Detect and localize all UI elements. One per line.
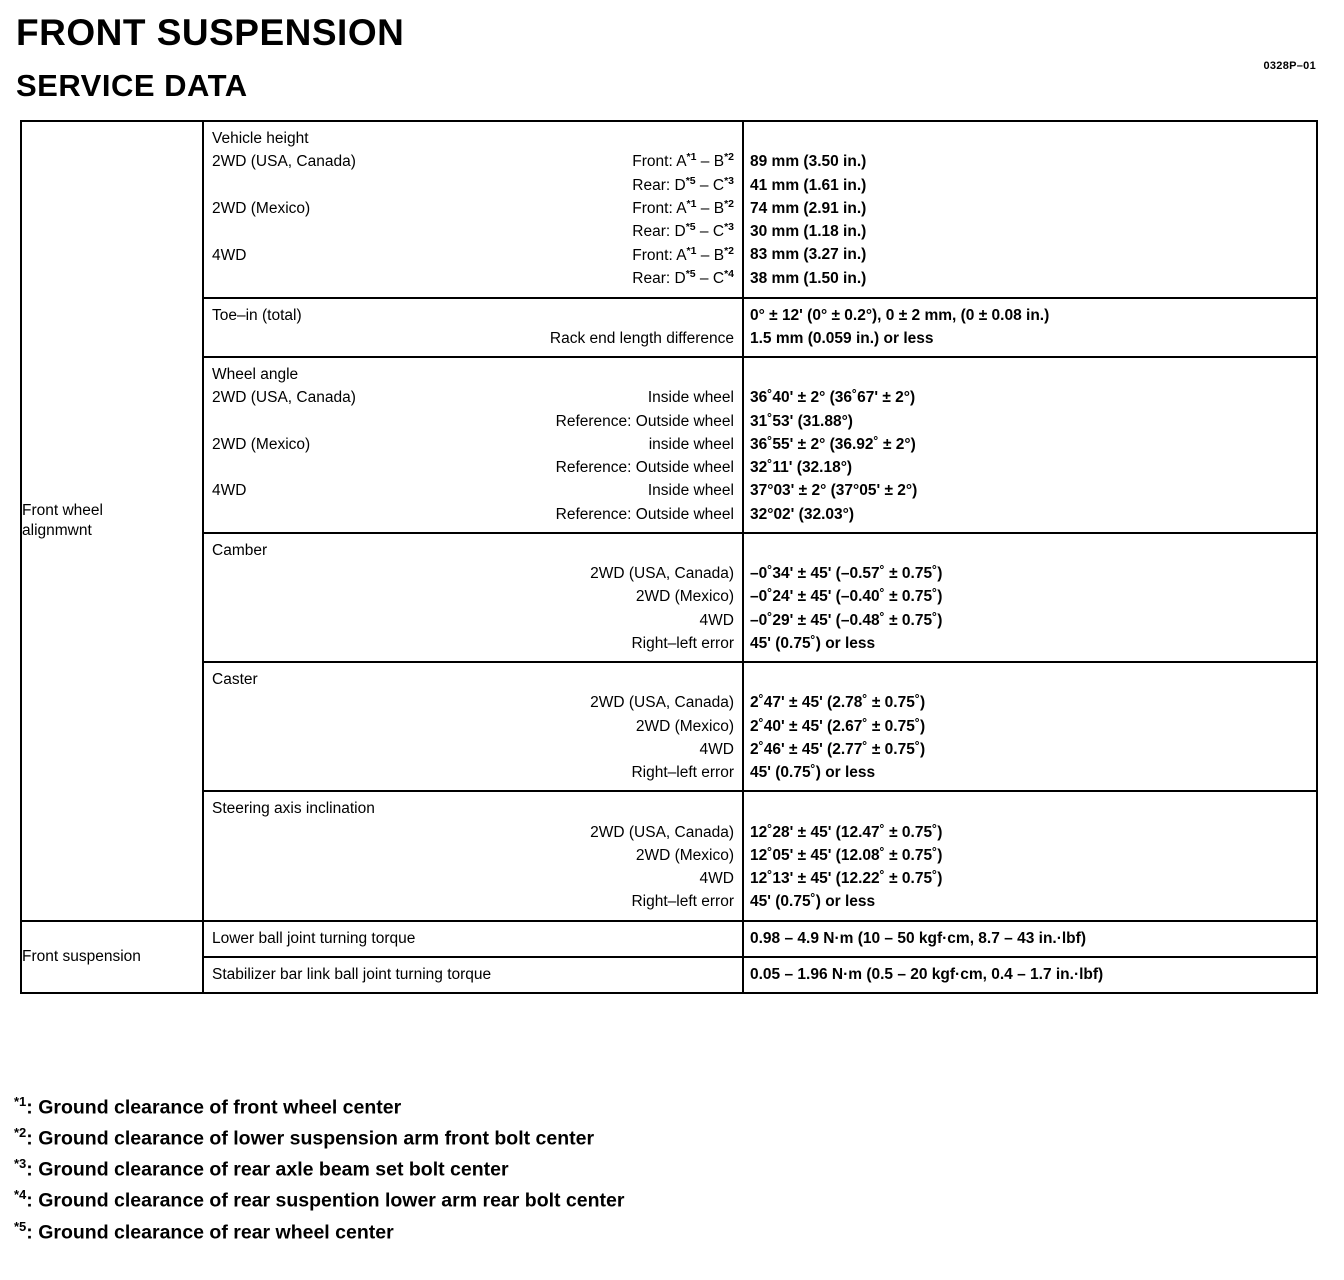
- section-steering-axis-values: [743, 791, 1317, 920]
- value-cell: 0.05 – 1.96 N·m (0.5 – 20 kgf·cm, 0.4 – 1.7 in.·lbf): [750, 965, 1104, 983]
- suspension-row-value: [743, 957, 1317, 993]
- table-row: [21, 533, 1317, 662]
- category-label-suspension: Front suspension: [22, 948, 141, 966]
- row-label: [212, 479, 734, 502]
- table-row: [21, 921, 1317, 957]
- section-heading: Caster: [212, 671, 258, 689]
- row-label: [212, 327, 734, 350]
- row-label: [212, 609, 734, 632]
- value-cell: –0˚24' ± 45' (–0.40˚ ± 0.75˚): [750, 588, 943, 606]
- row-label: [212, 761, 734, 784]
- section-heading: Vehicle height: [212, 130, 309, 147]
- category-front-wheel-alignment: [21, 121, 203, 921]
- table-row: [21, 662, 1317, 791]
- row-right-label: Rack end length difference: [549, 329, 734, 347]
- table-row: [21, 957, 1317, 993]
- row-left-label: Stabilizer bar link ball joint turning torque: [212, 965, 492, 983]
- row-right-label: Right–left error: [631, 893, 734, 911]
- footnote-marker: *1: [14, 1094, 27, 1109]
- row-label: [212, 150, 734, 173]
- row-right-label: 2WD (Mexico): [635, 588, 734, 606]
- row-right-label: 4WD: [699, 870, 734, 888]
- row-right-label: Inside wheel: [647, 389, 734, 407]
- row-right-label: 2WD (USA, Canada): [590, 823, 734, 841]
- value-cell: 36˚55' ± 2° (36.92˚ ± 2°): [750, 435, 916, 453]
- footnote-text: : Ground clearance of rear wheel center: [26, 1221, 394, 1243]
- section-heading: Steering axis inclination: [212, 800, 375, 818]
- row-label: [212, 197, 734, 220]
- row-label: [212, 386, 734, 409]
- footnote-marker: *4: [14, 1187, 27, 1203]
- value-cell: 89 mm (3.50 in.): [750, 153, 867, 171]
- value-spacer: [744, 797, 1308, 820]
- value-cell: 74 mm (2.91 in.): [750, 199, 867, 217]
- footnote-marker: *3: [14, 1156, 27, 1172]
- section-vehicle-height-labels: [203, 121, 743, 298]
- row-right-label: Front: A$^{*1}$ – B$^{*2}$: [632, 198, 734, 218]
- value-cell: 37°03' ± 2° (37°05' ± 2°): [750, 482, 918, 500]
- value-cell: 32˚11' (32.18°): [750, 459, 853, 477]
- footnotes: [14, 1092, 1334, 1248]
- section-caster-labels: [203, 662, 743, 791]
- row-label: [212, 562, 734, 585]
- row-right-label: Right–left error: [631, 764, 734, 782]
- footnote-text: : Ground clearance of rear suspention lower arm rear bolt center: [26, 1189, 625, 1212]
- value-cell: 0.98 – 4.9 N·m (10 – 50 kgf·cm, 8.7 – 43 in.·lbf): [750, 929, 1086, 947]
- value-cell: 31˚53' (31.88°): [750, 412, 853, 430]
- category-label-alignment: Front wheel alignmwnt: [22, 502, 103, 539]
- value-cell: 36˚40' ± 2° (36˚67' ± 2°): [750, 389, 916, 407]
- footnote-1: [14, 1092, 1334, 1123]
- row-right-label: 2WD (Mexico): [635, 846, 734, 864]
- row-right-label: Front: A$^{*1}$ – B$^{*2}$: [632, 151, 734, 171]
- row-label: [212, 867, 734, 890]
- row-left-label: 4WD: [212, 247, 247, 265]
- row-left-label: 2WD (USA, Canada): [212, 389, 356, 407]
- row-right-label: Rear: D$^{*5}$ – C$^{*3}$: [632, 174, 734, 194]
- row-label: [212, 585, 734, 608]
- row-right-label: Reference: Outside wheel: [555, 412, 734, 430]
- row-right-label: 2WD (USA, Canada): [590, 694, 734, 712]
- section-toe-in-labels: [203, 298, 743, 358]
- footnote-text: : Ground clearance of front wheel center: [26, 1096, 402, 1119]
- row-label: [212, 220, 734, 243]
- row-right-label: Inside wheel: [647, 482, 734, 500]
- table-row: [21, 791, 1317, 920]
- footnote-marker: *5: [14, 1218, 27, 1234]
- table-row: [21, 357, 1317, 533]
- section-vehicle-height-values: [743, 121, 1317, 298]
- footnote-5: [14, 1217, 1334, 1248]
- row-right-label: Right–left error: [631, 634, 734, 652]
- document-code: 0328P–01: [1263, 60, 1316, 72]
- section-heading: Camber: [212, 541, 268, 559]
- row-right-label: Reference: Outside wheel: [555, 459, 734, 477]
- service-data-table: [20, 120, 1318, 994]
- section-camber-labels: [203, 533, 743, 662]
- row-label: [212, 410, 734, 433]
- row-label: [212, 456, 734, 479]
- value-spacer: [744, 127, 1308, 150]
- row-left-label: Lower ball joint turning torque: [212, 929, 416, 947]
- section-wheel-angle-labels: [203, 357, 743, 533]
- value-cell: 32°02' (32.03°): [750, 505, 854, 523]
- row-right-label: 4WD: [699, 611, 734, 629]
- row-label: [212, 433, 734, 456]
- footnote-2: [14, 1123, 1334, 1154]
- value-cell: –0˚34' ± 45' (–0.57˚ ± 0.75˚): [750, 565, 943, 583]
- footnote-marker: *2: [14, 1125, 27, 1141]
- footnote-text: : Ground clearance of rear axle beam set bolt center: [26, 1158, 509, 1181]
- row-right-label: Reference: Outside wheel: [555, 505, 734, 523]
- row-right-label: inside wheel: [648, 435, 734, 453]
- footnote-3: [14, 1154, 1334, 1185]
- row-label: [212, 715, 734, 738]
- section-toe-in-values: [743, 298, 1317, 358]
- value-cell: 45' (0.75˚) or less: [750, 634, 876, 652]
- footnote-4: [14, 1185, 1334, 1216]
- row-label: [212, 821, 734, 844]
- value-cell: 45' (0.75˚) or less: [750, 893, 876, 911]
- row-label: [212, 503, 734, 526]
- suspension-row-value: [743, 921, 1317, 957]
- row-label: [212, 890, 734, 913]
- row-right-label: 2WD (Mexico): [635, 717, 734, 735]
- value-cell: 83 mm (3.27 in.): [750, 246, 867, 264]
- value-cell: 30 mm (1.18 in.): [750, 223, 867, 240]
- value-cell: 12˚05' ± 45' (12.08˚ ± 0.75˚): [750, 846, 943, 864]
- row-label: [212, 244, 734, 267]
- row-left-label: 2WD (Mexico): [212, 200, 311, 218]
- value-cell: 2˚46' ± 45' (2.77˚ ± 0.75˚): [750, 740, 926, 758]
- row-right-label: Rear: D$^{*5}$ – C$^{*3}$: [632, 221, 734, 241]
- row-right-label: Front: A$^{*1}$ – B$^{*2}$: [632, 244, 734, 265]
- category-front-suspension: [21, 921, 203, 994]
- value-cell: 12˚13' ± 45' (12.22˚ ± 0.75˚): [750, 870, 943, 888]
- value-cell: 2˚40' ± 45' (2.67˚ ± 0.75˚): [750, 717, 926, 735]
- row-label: [212, 738, 734, 761]
- row-left-label: 2WD (USA, Canada): [212, 153, 356, 171]
- value-cell: 1.5 mm (0.059 in.) or less: [750, 329, 934, 347]
- value-spacer: [744, 363, 1308, 386]
- page-title: FRONT SUSPENSION: [16, 12, 405, 53]
- value-cell: 0° ± 12' (0° ± 0.2°), 0 ± 2 mm, (0 ± 0.08 in.): [750, 306, 1050, 324]
- value-cell: –0˚29' ± 45' (–0.48˚ ± 0.75˚): [750, 611, 943, 629]
- row-right-label: Rear: D$^{*5}$ – C$^{*4}$: [632, 268, 734, 288]
- section-camber-values: [743, 533, 1317, 662]
- value-spacer: [744, 668, 1308, 691]
- row-label: [212, 844, 734, 867]
- section-steering-axis-labels: [203, 791, 743, 920]
- value-cell: 38 mm (1.50 in.): [750, 269, 867, 287]
- row-label: [212, 632, 734, 655]
- row-label: [212, 691, 734, 714]
- page-subtitle: SERVICE DATA: [16, 68, 248, 103]
- suspension-row-label: [203, 921, 743, 957]
- value-spacer: [744, 539, 1308, 562]
- row-right-label: 2WD (USA, Canada): [590, 565, 734, 583]
- section-heading: Toe–in (total): [212, 306, 302, 324]
- section-wheel-angle-values: [743, 357, 1317, 533]
- section-heading: Wheel angle: [212, 366, 299, 384]
- suspension-row-label: [203, 957, 743, 993]
- row-left-label: 2WD (Mexico): [212, 435, 311, 453]
- footnote-text: : Ground clearance of lower suspension arm front bolt center: [26, 1127, 595, 1150]
- row-right-label: 4WD: [699, 740, 734, 758]
- row-label: [212, 174, 734, 197]
- row-left-label: 4WD: [212, 482, 247, 500]
- value-cell: 12˚28' ± 45' (12.47˚ ± 0.75˚): [750, 823, 943, 841]
- row-label: [212, 267, 734, 290]
- value-cell: 2˚47' ± 45' (2.78˚ ± 0.75˚): [750, 694, 926, 712]
- value-cell: 41 mm (1.61 in.): [750, 176, 867, 194]
- section-caster-values: [743, 662, 1317, 791]
- value-cell: 45' (0.75˚) or less: [750, 764, 876, 782]
- table-row: [21, 121, 1317, 298]
- table-row: [21, 298, 1317, 358]
